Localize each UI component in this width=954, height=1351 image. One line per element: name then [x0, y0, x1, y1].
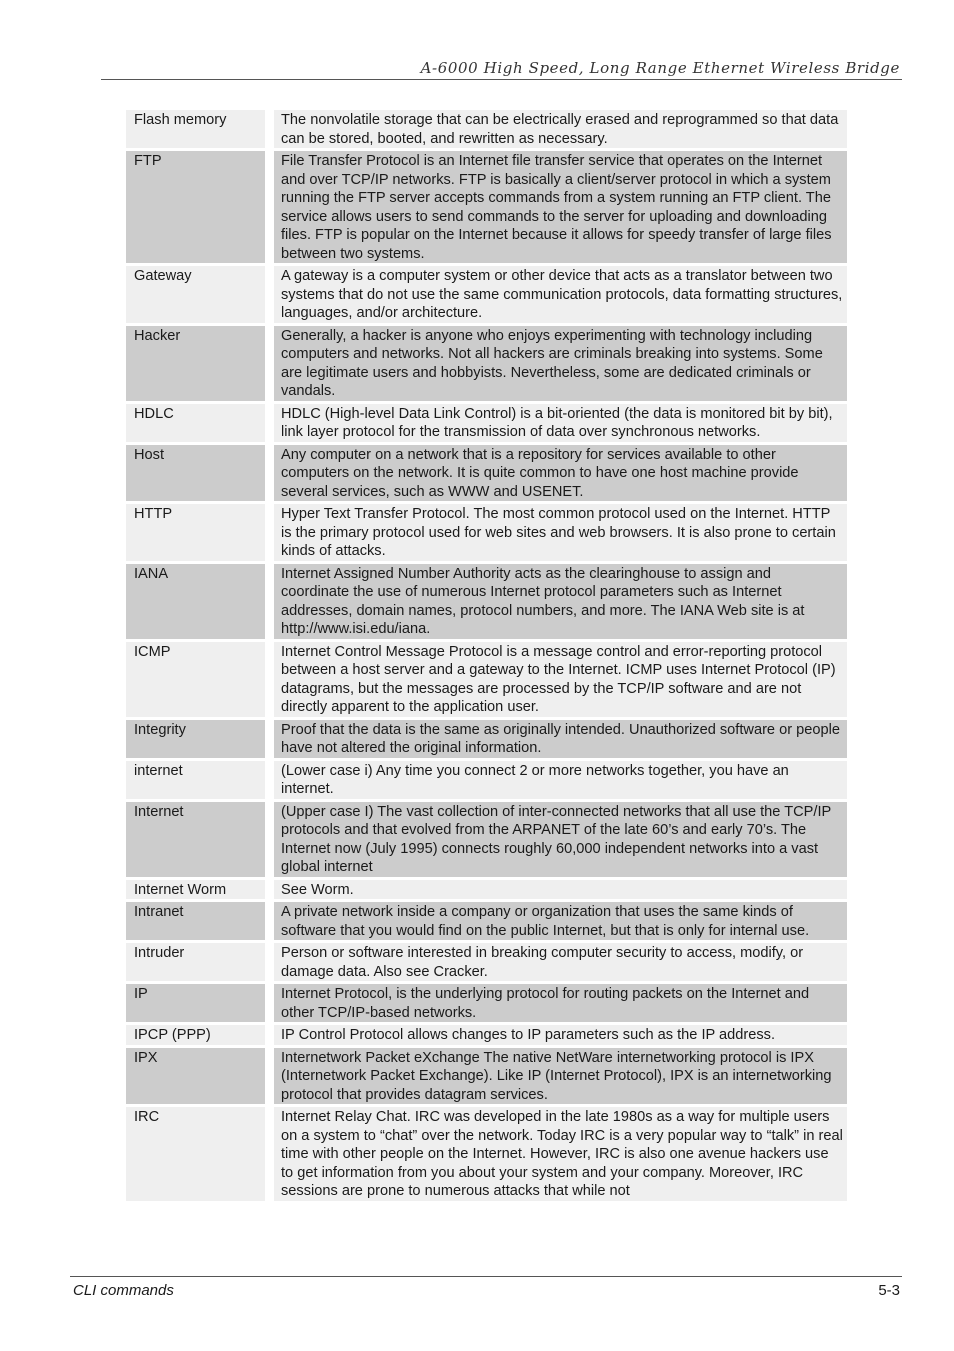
glossary-term: Integrity: [126, 720, 274, 758]
glossary-definition: Internet Control Message Protocol is a message control and error-reporting protocol between a host server and a gateway to the Internet. ICMP uses Internet Protocol (IP) datagrams, but the messages are processed by the TCP/IP software and are not directly apparent to the application user.: [274, 642, 847, 717]
glossary-row: [126, 720, 847, 758]
glossary-term: Intruder: [126, 943, 274, 981]
glossary-term: ICMP: [126, 642, 274, 717]
glossary-definition: The nonvolatile storage that can be electrically erased and reprogrammed so that data can be stored, booted, and rewritten as necessary.: [274, 110, 847, 148]
glossary-row: [126, 943, 847, 981]
glossary-row: [126, 642, 847, 717]
glossary-row: [126, 445, 847, 502]
glossary-term: Internet: [126, 802, 274, 877]
glossary-term: Gateway: [126, 266, 274, 323]
glossary-term: HDLC: [126, 404, 274, 442]
glossary-definition: Internet Assigned Number Authority acts as the clearinghouse to assign and coordinate the use of numerous Internet protocol parameters such as Internet addresses, domain names, protocol numbers, and more. The IANA Web site is at http://www.isi.edu/iana.: [274, 564, 847, 639]
glossary-term: IANA: [126, 564, 274, 639]
glossary-definition: IP Control Protocol allows changes to IP parameters such as the IP address.: [274, 1025, 847, 1045]
glossary-term: FTP: [126, 151, 274, 263]
glossary-row: [126, 1107, 847, 1201]
glossary-term: Host: [126, 445, 274, 502]
glossary-definition: HDLC (High-level Data Link Control) is a bit-oriented (the data is monitored bit by bit), link layer protocol for the transmission of data over synchronous networks.: [274, 404, 847, 442]
glossary-term: Flash memory: [126, 110, 274, 148]
glossary-definition: File Transfer Protocol is an Internet file transfer service that operates on the Internet and over TCP/IP networks. FTP is basically a client/server protocol in which a system running the FTP server accepts commands from a system running an FTP client. The service allows users to send commands to the server for uploading and downloading files. FTP is popular on the Internet because it allows for speedy transfer of large files between two systems.: [274, 151, 847, 263]
glossary-definition: See Worm.: [274, 880, 847, 900]
glossary-definition: Internet Protocol, is the underlying protocol for routing packets on the Internet and other TCP/IP-based networks.: [274, 984, 847, 1022]
glossary-row: [126, 564, 847, 639]
glossary-definition: (Upper case I) The vast collection of inter-connected networks that all use the TCP/IP protocols and that evolved from the ARPANET of the late 60’s and early 70’s. The Internet now (July 1995) connects roughly 60,000 independent networks into a vast global internet: [274, 802, 847, 877]
glossary-row: [126, 404, 847, 442]
glossary-table: [126, 107, 847, 1204]
glossary-definition: A private network inside a company or organization that uses the same kinds of software that you would find on the public Internet, but that is only for internal use.: [274, 902, 847, 940]
glossary-row: [126, 266, 847, 323]
glossary-term: HTTP: [126, 504, 274, 561]
glossary-term: IPCP (PPP): [126, 1025, 274, 1045]
glossary-definition: (Lower case i) Any time you connect 2 or more networks together, you have an internet.: [274, 761, 847, 799]
glossary-definition: Generally, a hacker is anyone who enjoys experimenting with technology including computers and networks. Not all hackers are criminals breaking into systems. Some are legitimate users and hobbyists. Nevertheless, some are dedicated criminals or vandals.: [274, 326, 847, 401]
glossary-definition: Proof that the data is the same as originally intended. Unauthorized software or people have not altered the original information.: [274, 720, 847, 758]
footer-section-title: CLI commands: [73, 1282, 174, 1299]
footer-rule: [70, 1276, 902, 1277]
glossary-definition: Person or software interested in breaking computer security to access, modify, or damage data. Also see Cracker.: [274, 943, 847, 981]
glossary-row: [126, 984, 847, 1022]
glossary-term: IRC: [126, 1107, 274, 1201]
glossary-row: [126, 504, 847, 561]
glossary-term: internet: [126, 761, 274, 799]
running-header-title: A-6000 High Speed, Long Range Ethernet Wireless Bridge: [420, 59, 900, 77]
glossary-definition: A gateway is a computer system or other device that acts as a translator between two systems that do not use the same communication protocols, data formatting structures, languages, and/or architecture.: [274, 266, 847, 323]
glossary-term: Internet Worm: [126, 880, 274, 900]
glossary-row: [126, 761, 847, 799]
glossary-definition: Hyper Text Transfer Protocol. The most common protocol used on the Internet. HTTP is the primary protocol used for web sites and web browsers. It is also prone to certain kinds of attacks.: [274, 504, 847, 561]
glossary-term: IP: [126, 984, 274, 1022]
glossary-row: [126, 1048, 847, 1105]
glossary-row: [126, 151, 847, 263]
glossary-definition: Any computer on a network that is a repository for services available to other computers on the network. It is quite common to have one host machine provide several services, such as WWW and USENET.: [274, 445, 847, 502]
glossary-term: IPX: [126, 1048, 274, 1105]
glossary-row: [126, 902, 847, 940]
glossary-term: Hacker: [126, 326, 274, 401]
glossary-row: [126, 1025, 847, 1045]
glossary-definition: Internetwork Packet eXchange The native NetWare internetworking protocol is IPX (Internetwork Packet Exchange). Like IP (Internet Protocol), IPX is an internetworking protocol that provides datagram services.: [274, 1048, 847, 1105]
glossary-row: [126, 326, 847, 401]
header-rule: [101, 79, 902, 80]
glossary-term: Intranet: [126, 902, 274, 940]
glossary-row: [126, 880, 847, 900]
glossary-row: [126, 110, 847, 148]
glossary-definition: Internet Relay Chat. IRC was developed in the late 1980s as a way for multiple users on a system to “chat” over the network. Today IRC is a very popular way to “talk” in real time with other people on the Internet. However, IRC is also one avenue hackers use to get information from you about your system and your company. Moreover, IRC sessions are prone to numerous attacks that while not: [274, 1107, 847, 1201]
glossary-row: [126, 802, 847, 877]
footer-page-number: 5-3: [878, 1282, 900, 1299]
